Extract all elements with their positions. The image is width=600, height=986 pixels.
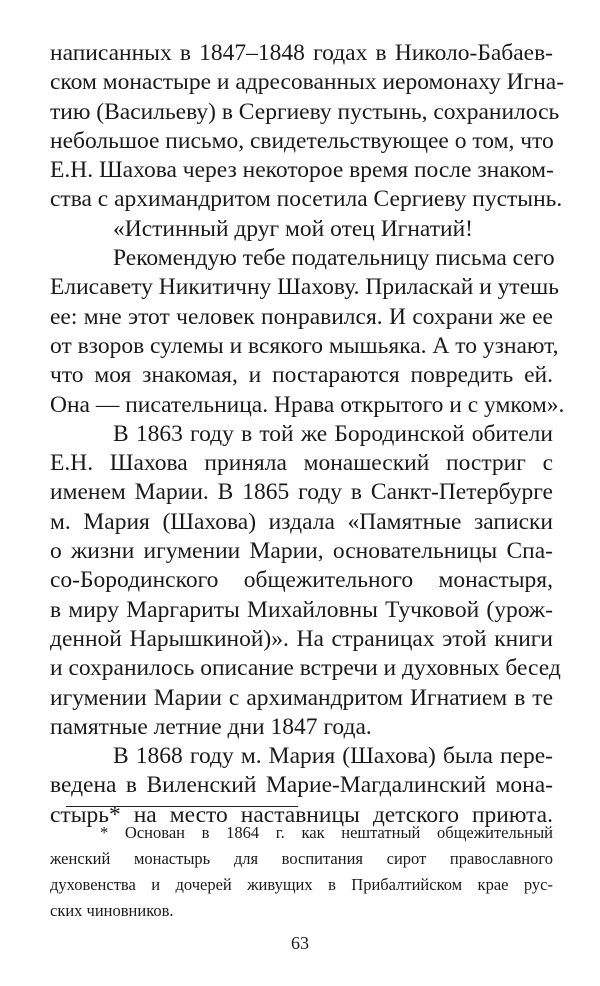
text-line: «Истинный друг мой отец Игнатий! xyxy=(113,215,473,242)
footnote-line: духовенства и дочерей живущих в Прибалтийском крае рус- xyxy=(50,875,553,894)
text-line: написанных в 1847–1848 годах в Николо-Бабаев- xyxy=(50,40,553,66)
footnote-line: * Основан в 1864 г. как нештатный общежительный xyxy=(100,823,553,842)
text-line: стырь* на место наставницы детского приюта. xyxy=(50,801,553,828)
text-line: ее: мне этот человек понравился. И сохрани же ее xyxy=(50,303,553,330)
text-line: о жизни игумении Марии, основательницы Спа- xyxy=(50,538,553,565)
text-line: Е.Н. Шахова приняла монашеский постриг с xyxy=(50,450,553,477)
footnote xyxy=(50,820,553,924)
text-line: ском монастыре и адресованных иеромонаху Игна- xyxy=(50,69,565,96)
text-line: Елисавету Никитичну Шахову. Приласкай и утешь xyxy=(50,274,559,301)
text-line: именем Марии. В 1865 году в Санкт-Петербурге xyxy=(50,479,553,506)
footnote-line: женский монастырь для воспитания сирот православного xyxy=(50,849,553,868)
text-line: ства с архимандритом посетила Сергиеву пустынь. xyxy=(50,186,563,213)
text-line: со-Бородинского общежительного монастыря, xyxy=(50,567,553,594)
body-text xyxy=(50,39,565,830)
text-line: что моя знакомая, и постараются повредить ей. xyxy=(50,362,553,389)
text-line: денной Нарышкиной)». На страницах этой книги xyxy=(50,625,553,652)
text-line: небольшое письмо, свидетельствующее о том, что xyxy=(50,127,554,154)
text-line: м. Мария (Шахова) издала «Памятные записки xyxy=(50,508,553,535)
text-line: тию (Васильеву) в Сергиеву пустынь, сохранилось xyxy=(50,98,560,125)
text-line: памятные летние дни 1847 года. xyxy=(50,713,372,740)
text-line: ведена в Виленский Марие-Магдалинский мона- xyxy=(50,772,553,799)
text-line: в миру Маргариты Михайловны Тучковой (урож- xyxy=(50,596,553,623)
page-number: 63 xyxy=(291,933,309,953)
text-line: В 1863 году в той же Бородинской обители xyxy=(113,420,553,447)
text-line: В 1868 году м. Мария (Шахова) была пере- xyxy=(113,743,553,770)
text-line: Е.Н. Шахова через некоторое время после знаком- xyxy=(50,157,554,184)
text-line: от взоров сулемы и всякого мышьяка. А то узнают, xyxy=(50,332,559,359)
text-line: и сохранилось описание встречи и духовных бесед xyxy=(50,655,561,682)
text-line: Она — писательница. Нрава открытого и с умком». xyxy=(50,391,565,418)
text-line: игумении Марии с архимандритом Игнатием в те xyxy=(50,684,553,711)
text-line: Рекомендую тебе подательницу письма сего xyxy=(113,245,555,272)
footnote-divider xyxy=(66,806,298,807)
footnote-line: ских чиновников. xyxy=(50,901,174,920)
